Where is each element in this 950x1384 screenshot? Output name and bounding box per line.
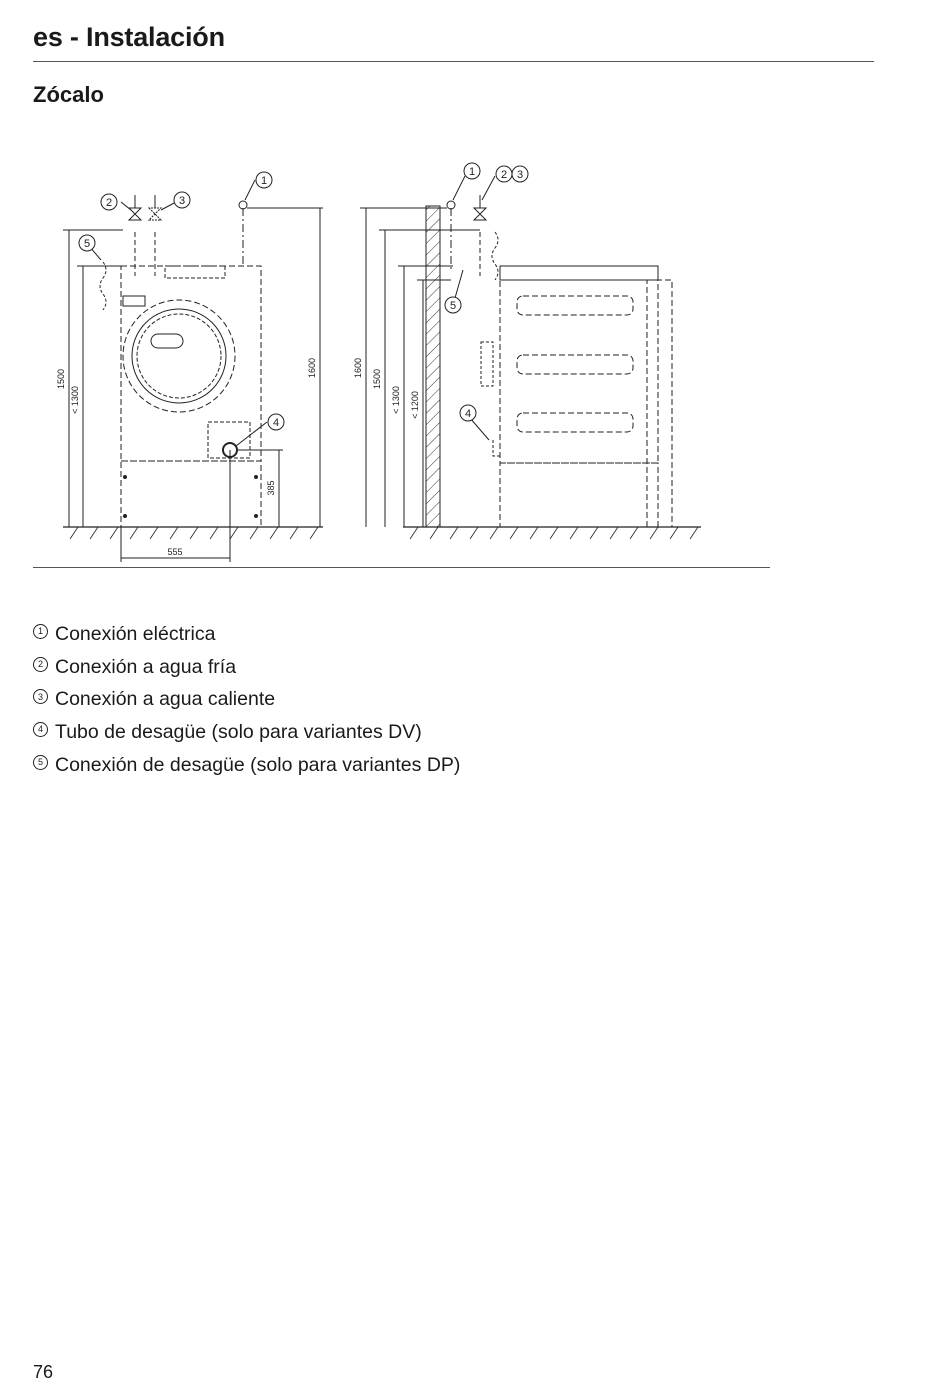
dimension-label: 555 (167, 547, 183, 557)
dimension-label: 1600 (353, 357, 363, 379)
callout-label: 3 (178, 195, 186, 207)
callout-label: 1 (468, 166, 476, 178)
legend-text: Conexión a agua caliente (55, 688, 276, 711)
page-header-title: es - Instalación (33, 22, 225, 52)
legend-number: 2 (33, 657, 48, 672)
callout-label: 2 (500, 169, 508, 181)
section-title: Zócalo (33, 82, 104, 107)
legend-item (33, 618, 460, 651)
side-view (360, 176, 701, 539)
front-view (63, 180, 323, 562)
page-number: 76 (33, 1362, 54, 1382)
dimension-label: 1600 (307, 357, 317, 379)
callout-label: 5 (83, 238, 91, 250)
callout-label: 2 (105, 197, 113, 209)
dimension-label: 385 (266, 480, 276, 496)
legend-list (33, 618, 460, 781)
callout-label: 4 (464, 408, 472, 420)
legend-item (33, 651, 460, 684)
callout-label: 1 (260, 175, 268, 187)
callout-label: 3 (516, 169, 524, 181)
figure-divider (33, 567, 770, 568)
legend-text: Conexión de desagüe (solo para variantes DP) (55, 753, 461, 776)
legend-text: Conexión eléctrica (55, 622, 216, 645)
header-divider (33, 61, 874, 62)
legend-number: 1 (33, 624, 48, 639)
callout-label: 4 (272, 417, 280, 429)
legend-item (33, 749, 460, 782)
legend-number: 5 (33, 755, 48, 770)
dimension-label: 1500 (56, 368, 66, 390)
legend-text: Tubo de desagüe (solo para variantes DV) (55, 720, 422, 743)
legend-text: Conexión a agua fría (55, 655, 237, 678)
legend-item (33, 683, 460, 716)
dimension-label: < 1300 (70, 386, 80, 414)
dimension-label: < 1300 (391, 386, 401, 414)
legend-number: 3 (33, 689, 48, 704)
callout-label: 5 (449, 300, 457, 312)
dimension-label: 1500 (372, 368, 382, 390)
legend-item (33, 716, 460, 749)
legend-number: 4 (33, 722, 48, 737)
dimension-label: < 1200 (410, 391, 420, 419)
installation-diagram (33, 150, 770, 570)
